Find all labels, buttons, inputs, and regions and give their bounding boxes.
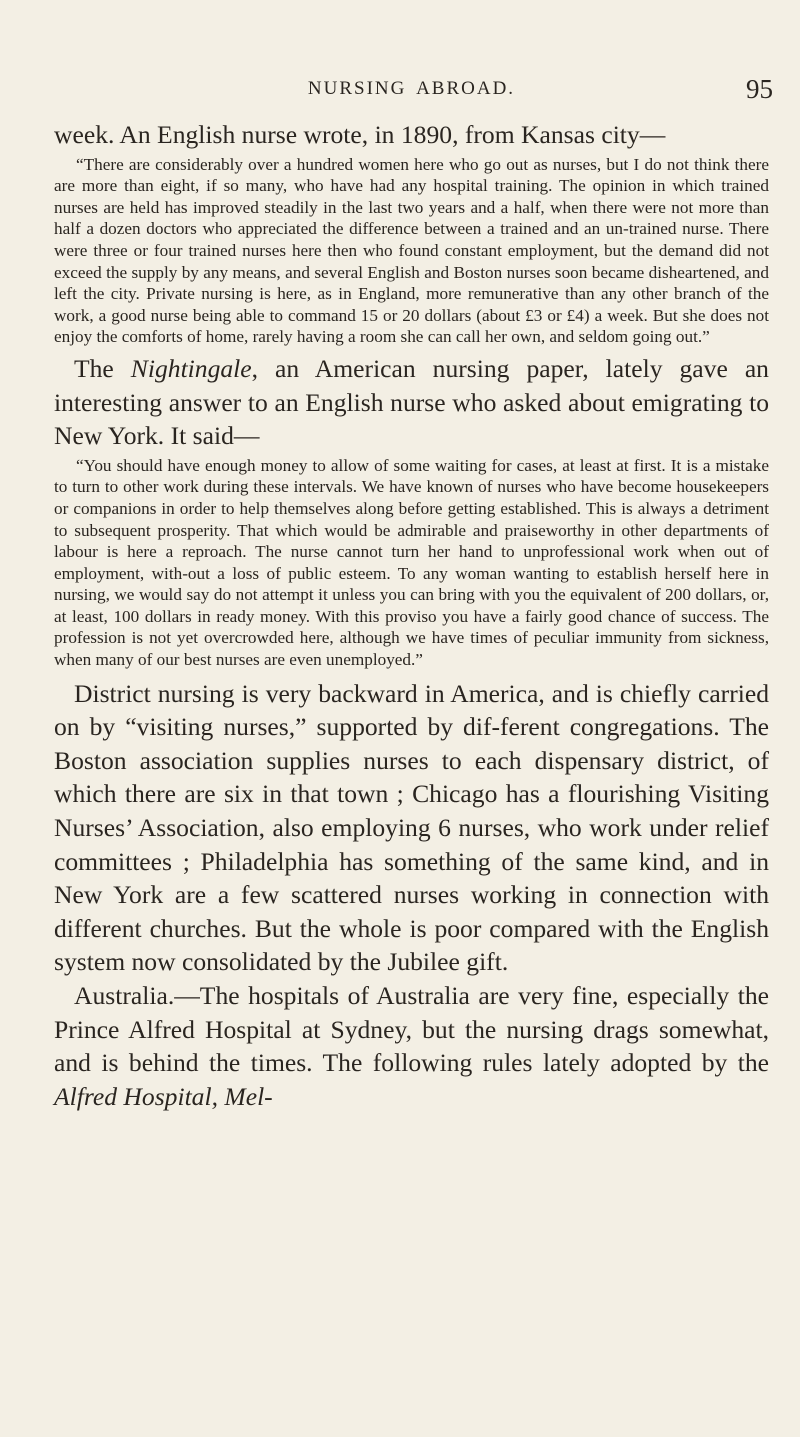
nightingale-text-end: , an American nursing paper, lately gave an interesting answer to an English nurse who asked about emigrating to New York. It said— — [54, 353, 769, 451]
nightingale-text-start: The — [74, 353, 131, 383]
quote-nightingale: “You should have enough money to allow of some waiting for cases, at least at first. It is a mistake to turn to other work during these intervals. We have known of nurses who have become housekeepers or companions in order to help themselves along before getting established. This is always a detriment to subsequent prosperity. That which would be admirable and praiseworthy in other departments of labour is here a reproach. The nurse cannot turn her hand to unprofessional work when out of employment, with-out a loss of public esteem. To any woman wanting to establish herself here in nursing, we would say do not attempt it unless you can bring with you the equivalent of 200 dollars, or, at least, 100 dollars in ready money. With this proviso you have a fairly good chance of success. The profession is not yet overcrowded here, although we have times of peculiar immunity from sickness, when many of our best nurses are even unemployed.” — [54, 455, 769, 670]
paragraph-district-nursing: District nursing is very backward in America, and is chiefly carried on by “visiting nurses,” supported by dif-ferent congregations. The Boston association supplies nurses to each dispensary district, of which there are six in that town ; Chicago has a flourishing Visiting Nurses’ Association, also employing 6 nurses, who work under relief committees ; Philadelphia has something of the same kind, and in New York are a few scattered nurses working in connection with different churches. But the whole is poor compared with the English system now consolidated by the Jubilee gift. — [54, 678, 769, 977]
alfred-hospital-title: Alfred Hospital, Mel- — [54, 1081, 273, 1111]
page-number: 95 — [746, 74, 773, 104]
australia-text: Australia.—The hospitals of Australia are very fine, especially the Prince Alfred Hospital at Sydney, but the nursing drags somewhat, and is behind the times. The following rules lately adopted by the — [54, 981, 769, 1078]
book-page — [54, 74, 773, 1113]
paragraph-nightingale — [54, 352, 769, 453]
paragraph-australia — [54, 979, 769, 1113]
paragraph-kansas-intro: week. An English nurse wrote, in 1890, from Kansas city— — [54, 120, 666, 149]
running-title: NURSING ABROAD. — [307, 78, 516, 99]
nightingale-title: Nightingale — [130, 353, 252, 383]
running-head — [54, 74, 773, 114]
quote-kansas-nurse: “There are considerably over a hundred women here who go out as nurses, but I do not think there are more than eight, if so many, who have had any hospital training. The opinion in which trained nurses are held has improved steadily in the last two years and a half, when there were not more than half a dozen doctors who appreciated the difference between a trained and an un-trained nurse. There were three or four trained nurses here then who found constant employment, but the demand did not exceed the supply by any means, and several English and Boston nurses soon became disheartened, and left the city. Private nursing is here, as in England, more remunerative than any other branch of the work, a good nurse being able to command 15 or 20 dollars (about £3 or £4) a week. But she does not enjoy the comforts of home, rarely having a room she can call her own, and seldom going out.” — [54, 154, 769, 347]
